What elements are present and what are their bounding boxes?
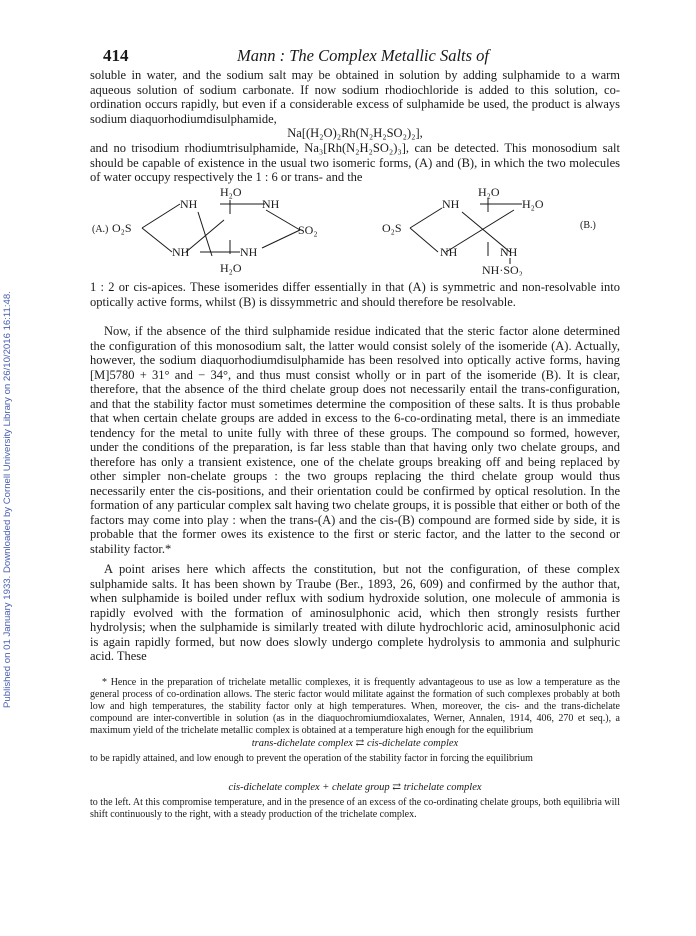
paragraph-1: soluble in water, and the sodium salt may be obtained in solution by adding sulphamide to a warm aqueous solution of sodium carbonate. If now sodium rhodiochloride is added to this solution, co-ordination occurs rapidly, but even if a considerable excess of sulphamide be used, the product is always sodium diaquorhodiumdisulphamide, [90, 68, 620, 126]
label-b: (B.) [580, 220, 596, 231]
nh-a-top-left: NH [180, 197, 198, 211]
page-number: 414 [103, 46, 129, 65]
nh-so2-b: NH·SO₂ [482, 263, 523, 276]
nh-b-bottom-right: NH [500, 245, 518, 259]
running-title: Mann : The Complex Metallic Salts of [236, 46, 490, 65]
footnote-part-3: to the left. At this compromise temperature, and in the presence of an excess of the co-ordinating chelate groups, both equilibria will shift continuously to the right, with a steady production of the trichelate complex. [90, 797, 620, 820]
footnote-part-2: to be rapidly attained, and low enough to prevent the operation of the stability factor in forcing the equilibrium [90, 753, 533, 764]
h2o-right-b: H₂O [522, 197, 544, 211]
nh-a-bottom-left: NH [172, 245, 190, 259]
o2s-a: O₂S [112, 221, 132, 235]
so2-a: SO₂ [298, 223, 318, 237]
paragraph-5: A point arises here which affects the constitution, but not the configuration, of these complex sulphamide salts. It has been shown by Traube (Ber., 1893, 26, 609) and confirmed by the author that, when sulphamide is boiled under reflux with sodium hydroxide solution, one molecule of ammonia is rapidly evolved with the formation of aminosulphonic acid, which then strongly resists further hydrolysis; when the sulphamide is similarly treated with dilute hydrochloric acid, aminosulphonic acid is again rapidly formed, but now does slowly undergo complete hydrolysis to ammonia and sulphuric acid. These [90, 562, 620, 663]
footnote-part-1: * Hence in the preparation of trichelate metallic complexes, it is frequently advantageous to use as low a temperature as the general process of co-ordination allows. The steric factor would militate against the formation of such complexes probably at both low and high temperatures, the stability factor only at high temperatures. When, moreover, the cis- and the trans-dichelate compound are inter-convertible in solution (as in the diaquochromiumdioxalates, Werner, Annalen, 1914, 406, 270 et seq.), a maximum yield of the trichelate metallic complex is obtained at a temperature high enough for the equilibrium [90, 677, 620, 736]
paragraph-2: and no trisodium rhodiumtrisulphamide, Na₃[Rh(N₂H₂SO₂)₃], can be detected. This monosodium salt should be capable of existence in the usual two isomeric forms, (A) and (B), in which the two molecules of water occupy respectively the 1 : 6 or trans- and the [90, 141, 620, 184]
o2s-b: O₂S [382, 221, 402, 235]
h2o-top-a: H₂O [220, 186, 242, 199]
label-a: (A.) [92, 224, 109, 235]
paragraph-4: Now, if the absence of the third sulphamide residue indicated that the steric factor alone determined the configuration of this monosodium salt, the latter would consist solely of the isomeride (A). Actually, however, the sodium diaquorhodiumdisulphamide has been resolved into optically active forms, having [M]5780 + 31° and − 34°, and thus must consist wholly or in part of the isomeride (B). It is clear, therefore, that the absence of the third chelate group does not necessarily entail the trans-configuration, and that the stability factor must sometimes determine the composition of these salts. It is thus probable that when certain chelate groups are added in excess to the 6-co-ordinating metal, there is an immediate tendency for the metal to unite fully with three of these groups. The compound so formed, however, under the conditions of the preparation, is far less stable than that having only two chelate groups, and therefore has only a transient existence, one of the chelate groups breaking off and being replaced by other simpler non-chelate groups : the two groups replacing the third chelate group would thus necessarily enter the cis-positions, and their orientation could be confirmed by optical resolution. In the formation of any particular complex salt having two chelate groups, it is possible that either or both of the factors may come into play : when the trans-(A) and the cis-(B) compound are formed side by side, it is probable that the former owes its existence to the first or steric factor, and the latter to the second or stability factor.* [90, 324, 620, 556]
nh-a-bottom-right: NH [240, 245, 258, 259]
equilibrium-2: cis-dichelate complex + chelate group ⇄ trichelate complex [228, 782, 482, 793]
isomer-structure-diagram [90, 186, 620, 276]
nh-a-top-right: NH [262, 197, 280, 211]
nh-b-top: NH [442, 197, 460, 211]
paragraph-3: 1 : 2 or cis-apices. These isomerides differ essentially in that (A) is symmetric and non-resolvable into optically active forms, whilst (B) is dissymmetric and should therefore be resolvable. [90, 280, 620, 309]
download-watermark: Published on 01 January 1933. Downloaded by Cornell University Library on 26/10/2016 16:11:48. [2, 291, 13, 709]
h2o-bottom-a: H₂O [220, 261, 242, 275]
equilibrium-1: trans-dichelate complex ⇄ cis-dichelate complex [251, 738, 459, 749]
formula-diaquo: Na[(H₂O)₂Rh(N₂H₂SO₂)₂], [287, 126, 423, 140]
nh-b-bottom-left: NH [440, 245, 458, 259]
h2o-top-b: H₂O [478, 186, 500, 199]
page-header [103, 46, 623, 64]
